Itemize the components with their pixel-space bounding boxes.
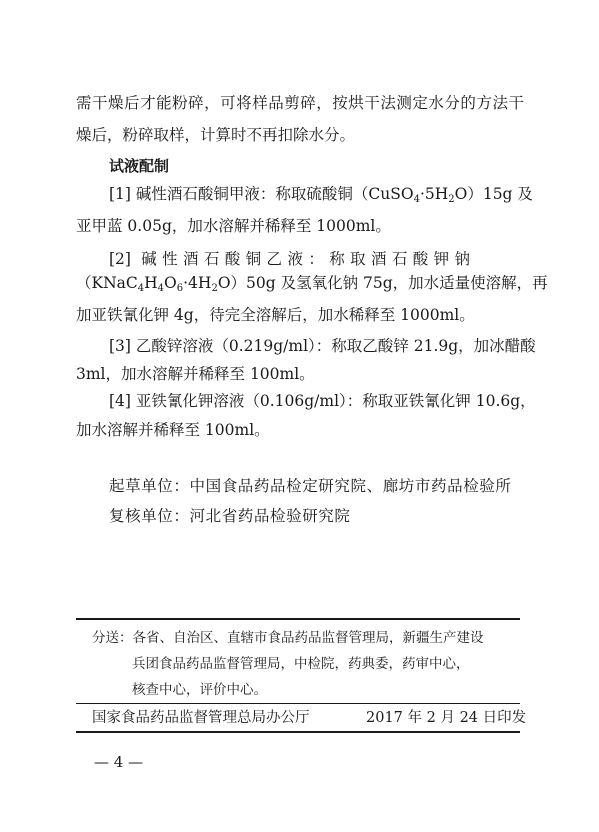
section-heading: 试液配制	[109, 157, 170, 175]
item-3-line-2: 3ml，加水溶解并稀释至 100ml。	[76, 365, 315, 383]
paragraph-line-2: 燥后，粉碎取样，计算时不再扣除水分。	[76, 126, 356, 144]
item-2-line-3: 加亚铁氰化钾 4g，待完全溶解后，加水稀释至 1000ml。	[76, 306, 475, 324]
top-rule-thick	[76, 618, 520, 620]
item-1-line-1: [1] 碱性酒石酸铜甲液：称取硫酸铜$(CuSO_4\cdot 5H_2O)15g$ 及	[109, 185, 533, 205]
bottom-rule-thick	[76, 731, 520, 733]
issuer: 国家食品药品监督管理总局办公厅	[92, 710, 310, 726]
item-1-line-2: 亚甲蓝 0.05g，加水溶解并稀释至 1000ml。	[76, 217, 391, 235]
issue-date: 2017 年 2 月 24 日印发	[366, 710, 527, 726]
distribution-line-2: 兵团食品药品监督管理局，中检院，药典委，药审中心，	[132, 656, 470, 672]
middle-rule	[76, 703, 520, 704]
distribution-line-1: 分送：各省、自治区、直辖市食品药品监督管理局，新疆生产建设	[92, 630, 484, 646]
page-number: — 4 —	[94, 753, 144, 771]
paragraph-line-1: 需干燥后才能粉碎，可将样品剪碎，按烘干法测定水分的方法干	[76, 94, 524, 112]
distribution-line-3: 核查中心，评价中心。	[132, 682, 267, 698]
review-unit: 复核单位：河北省药品检验研究院	[109, 507, 351, 525]
drafting-unit: 起草单位：中国食品药品检定研究院、廊坊市药品检验所	[109, 477, 512, 495]
item-3-line-1: [3] 乙酸锌溶液（0.219g/ml）：称取乙酸锌 21.9g，加冰醋酸	[109, 337, 536, 355]
item-4-line-2: 加水溶解并稀释至 100ml。	[76, 421, 270, 439]
item-4-line-1: [4] 亚铁氰化钾溶液（0.106g/ml）：称取亚铁氰化钾 10.6g，	[109, 392, 536, 410]
item-2-line-1: [2] 碱性酒石酸铜乙液：称取酒石酸钾钠	[109, 250, 470, 268]
item-2-line-2: $(KNaC_4H_4O_6\cdot 4H_2O)50g$ 及氢氧化钠 75g，加水适量使溶解，再	[76, 274, 548, 294]
